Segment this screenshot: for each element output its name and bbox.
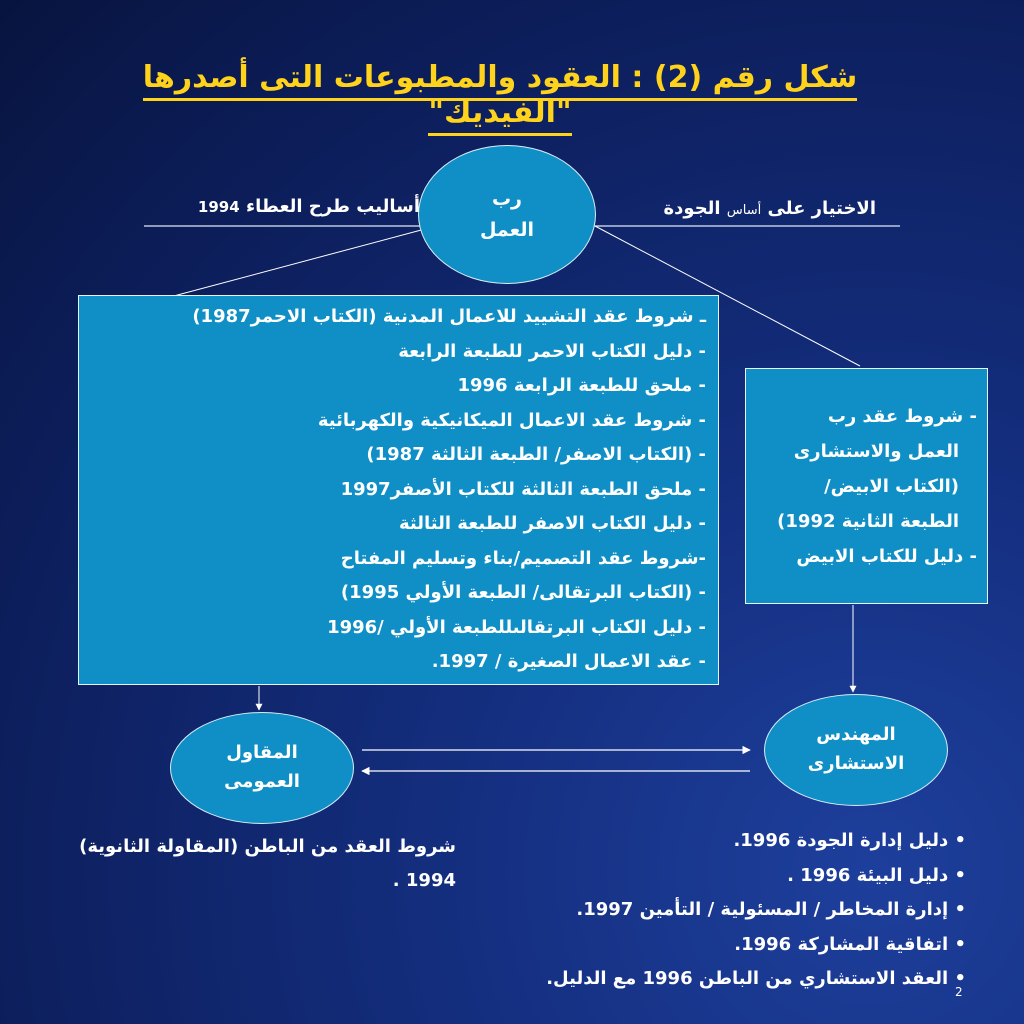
quality-selection-label: الاختيار على أساس الجودة (663, 198, 876, 219)
list-item: (الكتاب الابيض/ (824, 476, 959, 497)
engineer-ellipse (764, 694, 948, 806)
list-item: - شروط عقد رب (827, 406, 977, 427)
list-item: - عقد الاعمال الصغيرة / 1997. (431, 651, 706, 672)
fidic-books-list (79, 300, 706, 680)
tendering-methods-label: أساليب طرح العطاء 1994 (197, 196, 420, 217)
list-item: - دليل الكتاب الاحمر للطبعة الرابعة (398, 340, 706, 362)
list-item: ـ شروط عقد التشييد للاعمال المدنية (الكتاب الاحمر1987) (192, 306, 706, 327)
list-item: - (الكتاب البرتقالى/ الطبعة الأولي 1995) (340, 582, 706, 603)
employer-ellipse (418, 145, 596, 284)
list-item: - (الكتاب الاصفر/ الطبعة الثالثة 1987) (366, 444, 706, 465)
list-item: • اتفاقية المشاركة 1996. (480, 928, 966, 963)
engineer-publications-list (480, 824, 966, 997)
list-item: -شروط عقد التصميم/بناء وتسليم المفتاح (340, 547, 706, 569)
list-item: - دليل الكتاب البرتقالىللطبعة الأولي /1996 (327, 616, 706, 638)
list-item: • دليل البيئة 1996 . (480, 859, 966, 894)
list-item: - دليل للكتاب الابيض (796, 546, 977, 567)
engineer-label: المهندس الاستشارى (807, 724, 905, 774)
subcontract-note: شروط العقد من الباطن (المقاولة الثانوية) 1994 . (79, 836, 456, 891)
page-title: شكل رقم (2) : العقود والمطبوعات التى أصدرها "الفيديك" (70, 60, 930, 130)
contractor-ellipse (170, 712, 354, 824)
list-item: - دليل الكتاب الاصفر للطبعة الثالثة (398, 513, 706, 534)
list-item: - ملحق الطبعة الثالثة للكتاب الأصفر1997 (340, 478, 706, 500)
employer-label: رب العمل (479, 188, 535, 241)
contractor-label: المقاول العمومى (224, 742, 300, 792)
white-book-box (745, 368, 988, 604)
list-item: - شروط عقد الاعمال الميكانيكية والكهربائية (317, 409, 706, 431)
page-number: 2 (955, 985, 963, 999)
list-item: العمل والاستشارى (793, 441, 959, 462)
fidic-books-box (78, 295, 719, 685)
list-item: - ملحق للطبعة الرابعة 1996 (457, 375, 706, 396)
white-book-list (746, 399, 977, 574)
list-item: • إدارة المخاطر / المسئولية / التأمين 1997. (480, 893, 966, 928)
list-item: الطبعة الثانية 1992) (777, 511, 959, 532)
engineer-publications (480, 824, 966, 997)
employer-to-left-box-line (170, 229, 425, 297)
list-item: • دليل إدارة الجودة 1996. (480, 824, 966, 859)
list-item: • العقد الاستشاري من الباطن 1996 مع الدليل. (480, 962, 966, 997)
